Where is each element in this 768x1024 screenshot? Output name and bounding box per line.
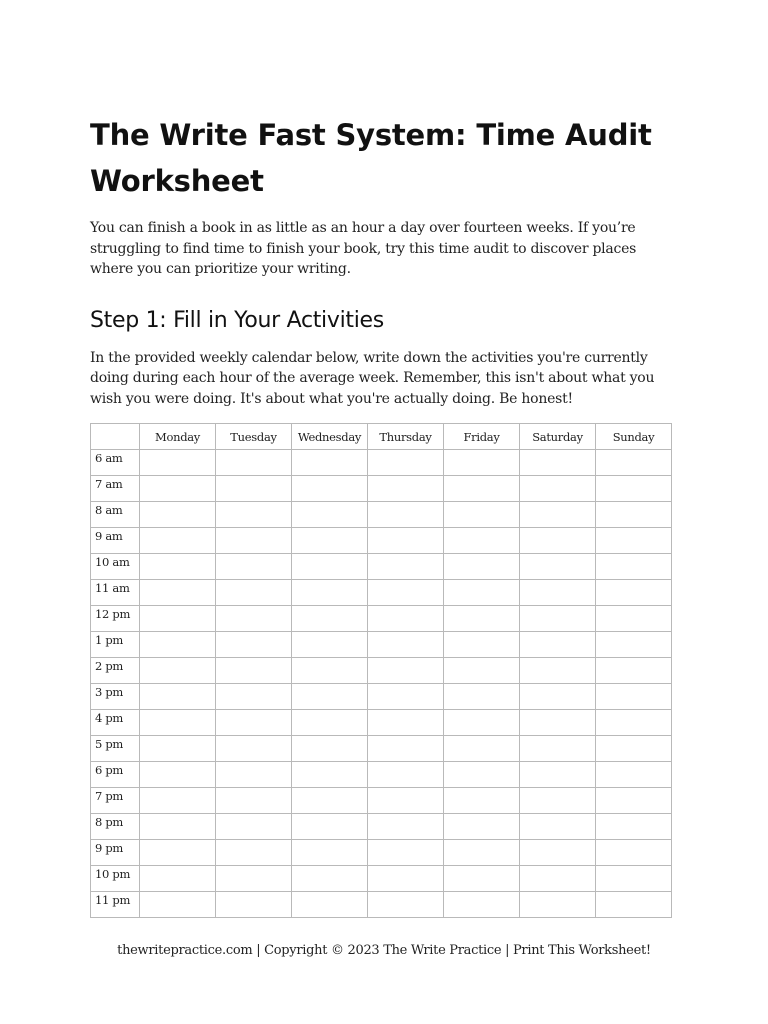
calendar-cell-sunday[interactable] [596, 892, 672, 918]
calendar-corner-cell [91, 424, 140, 450]
calendar-cell-saturday[interactable] [520, 788, 596, 814]
calendar-cell-thursday[interactable] [368, 892, 444, 918]
calendar-cell-thursday[interactable] [368, 840, 444, 866]
time-label: 6 am [91, 450, 140, 476]
calendar-cell-saturday[interactable] [520, 450, 596, 476]
calendar-cell-friday[interactable] [444, 502, 520, 528]
calendar-cell-monday[interactable] [140, 528, 216, 554]
calendar-cell-thursday[interactable] [368, 450, 444, 476]
calendar-cell-monday[interactable] [140, 476, 216, 502]
calendar-cell-tuesday[interactable] [216, 710, 292, 736]
intro-paragraph: You can finish a book in as little as an hour a day over fourteen weeks. If you’re struggling to find time to finish your book, try this time audit to discover places where you can prioritize your writing. [90, 220, 637, 277]
calendar-cell-wednesday[interactable] [292, 840, 368, 866]
calendar-cell-thursday[interactable] [368, 762, 444, 788]
calendar-row [91, 684, 672, 710]
time-label: 8 pm [91, 814, 140, 840]
calendar-cell-sunday[interactable] [596, 788, 672, 814]
calendar-cell-saturday[interactable] [520, 554, 596, 580]
calendar-cell-monday[interactable] [140, 866, 216, 892]
calendar-cell-saturday[interactable] [520, 632, 596, 658]
calendar-cell-sunday[interactable] [596, 450, 672, 476]
calendar-cell-monday[interactable] [140, 814, 216, 840]
calendar-row [91, 892, 672, 918]
calendar-cell-wednesday[interactable] [292, 528, 368, 554]
calendar-cell-tuesday[interactable] [216, 554, 292, 580]
calendar-row [91, 866, 672, 892]
calendar-cell-sunday[interactable] [596, 606, 672, 632]
calendar-cell-wednesday[interactable] [292, 502, 368, 528]
calendar-cell-tuesday[interactable] [216, 528, 292, 554]
calendar-row [91, 736, 672, 762]
calendar-cell-tuesday[interactable] [216, 450, 292, 476]
calendar-cell-tuesday[interactable] [216, 892, 292, 918]
calendar-cell-friday[interactable] [444, 528, 520, 554]
calendar-cell-tuesday[interactable] [216, 840, 292, 866]
calendar-cell-friday[interactable] [444, 658, 520, 684]
calendar-cell-saturday[interactable] [520, 580, 596, 606]
calendar-cell-thursday[interactable] [368, 528, 444, 554]
calendar-cell-wednesday[interactable] [292, 684, 368, 710]
calendar-cell-sunday[interactable] [596, 476, 672, 502]
calendar-cell-thursday[interactable] [368, 476, 444, 502]
calendar-cell-sunday[interactable] [596, 866, 672, 892]
calendar-row [91, 554, 672, 580]
calendar-cell-thursday[interactable] [368, 814, 444, 840]
calendar-cell-wednesday[interactable] [292, 476, 368, 502]
footer-credit: thewritepractice.com | Copyright © 2023 The Write Practice | Print This Worksheet! [117, 943, 651, 958]
calendar-header-row [91, 424, 672, 450]
calendar-cell-friday[interactable] [444, 892, 520, 918]
calendar-cell-thursday[interactable] [368, 502, 444, 528]
calendar-cell-friday[interactable] [444, 762, 520, 788]
step1-instructions: In the provided weekly calendar below, write down the activities you're currently doing during each hour of the average week. Remember, this isn't about what you wish you were doing. It's about what you're actually doing. Be honest! [90, 349, 655, 407]
calendar-cell-sunday[interactable] [596, 632, 672, 658]
calendar-body [91, 450, 672, 918]
calendar-cell-thursday[interactable] [368, 580, 444, 606]
calendar-cell-thursday[interactable] [368, 554, 444, 580]
calendar-cell-tuesday[interactable] [216, 632, 292, 658]
day-header-friday: Friday [444, 424, 520, 450]
calendar-cell-friday[interactable] [444, 788, 520, 814]
day-header-sunday: Sunday [596, 424, 672, 450]
calendar-cell-monday[interactable] [140, 892, 216, 918]
calendar-row [91, 450, 672, 476]
calendar-cell-wednesday[interactable] [292, 736, 368, 762]
calendar-cell-monday[interactable] [140, 580, 216, 606]
weekly-calendar-table [90, 423, 672, 918]
calendar-cell-sunday[interactable] [596, 528, 672, 554]
calendar-cell-monday[interactable] [140, 502, 216, 528]
calendar-cell-wednesday[interactable] [292, 814, 368, 840]
calendar-cell-friday[interactable] [444, 632, 520, 658]
calendar-cell-sunday[interactable] [596, 840, 672, 866]
time-label: 5 pm [91, 736, 140, 762]
time-label: 10 am [91, 554, 140, 580]
calendar-cell-tuesday[interactable] [216, 580, 292, 606]
calendar-cell-sunday[interactable] [596, 658, 672, 684]
time-label: 7 pm [91, 788, 140, 814]
calendar-cell-saturday[interactable] [520, 736, 596, 762]
time-label: 12 pm [91, 606, 140, 632]
calendar-cell-thursday[interactable] [368, 606, 444, 632]
calendar-cell-tuesday[interactable] [216, 736, 292, 762]
calendar-cell-monday[interactable] [140, 840, 216, 866]
calendar-cell-saturday[interactable] [520, 840, 596, 866]
calendar-cell-monday[interactable] [140, 658, 216, 684]
calendar-row [91, 632, 672, 658]
calendar-cell-wednesday[interactable] [292, 762, 368, 788]
time-label: 4 pm [91, 710, 140, 736]
calendar-cell-friday[interactable] [444, 554, 520, 580]
day-header-monday: Monday [140, 424, 216, 450]
calendar-cell-saturday[interactable] [520, 710, 596, 736]
calendar-cell-wednesday[interactable] [292, 606, 368, 632]
calendar-cell-thursday[interactable] [368, 684, 444, 710]
day-header-thursday: Thursday [368, 424, 444, 450]
calendar-row [91, 476, 672, 502]
time-label: 9 am [91, 528, 140, 554]
calendar-cell-tuesday[interactable] [216, 658, 292, 684]
calendar-cell-saturday[interactable] [520, 762, 596, 788]
calendar-cell-friday[interactable] [444, 736, 520, 762]
calendar-cell-friday[interactable] [444, 606, 520, 632]
worksheet-page [90, 112, 680, 918]
calendar-cell-monday[interactable] [140, 450, 216, 476]
step1-heading: Step 1: Fill in Your Activities [90, 307, 384, 333]
time-label: 2 pm [91, 658, 140, 684]
calendar-row [91, 840, 672, 866]
calendar-cell-thursday[interactable] [368, 866, 444, 892]
calendar-cell-sunday[interactable] [596, 580, 672, 606]
calendar-row [91, 762, 672, 788]
calendar-cell-tuesday[interactable] [216, 684, 292, 710]
calendar-cell-saturday[interactable] [520, 814, 596, 840]
calendar-row [91, 710, 672, 736]
calendar-row [91, 502, 672, 528]
calendar-cell-thursday[interactable] [368, 632, 444, 658]
time-label: 11 am [91, 580, 140, 606]
calendar-cell-friday[interactable] [444, 840, 520, 866]
calendar-row [91, 606, 672, 632]
calendar-cell-saturday[interactable] [520, 892, 596, 918]
calendar-cell-monday[interactable] [140, 632, 216, 658]
calendar-cell-tuesday[interactable] [216, 814, 292, 840]
calendar-row [91, 788, 672, 814]
time-label: 11 pm [91, 892, 140, 918]
calendar-row [91, 814, 672, 840]
page-title: The Write Fast System: Time Audit Worksheet [90, 118, 652, 198]
time-label: 6 pm [91, 762, 140, 788]
time-label: 7 am [91, 476, 140, 502]
calendar-cell-friday[interactable] [444, 866, 520, 892]
calendar-cell-monday[interactable] [140, 788, 216, 814]
calendar-cell-wednesday[interactable] [292, 632, 368, 658]
calendar-row [91, 658, 672, 684]
calendar-cell-sunday[interactable] [596, 736, 672, 762]
calendar-cell-friday[interactable] [444, 580, 520, 606]
calendar-cell-friday[interactable] [444, 684, 520, 710]
calendar-cell-monday[interactable] [140, 736, 216, 762]
calendar-cell-saturday[interactable] [520, 606, 596, 632]
time-label: 10 pm [91, 866, 140, 892]
calendar-cell-wednesday[interactable] [292, 892, 368, 918]
time-label: 9 pm [91, 840, 140, 866]
calendar-cell-saturday[interactable] [520, 658, 596, 684]
calendar-cell-saturday[interactable] [520, 476, 596, 502]
calendar-cell-thursday[interactable] [368, 788, 444, 814]
calendar-cell-wednesday[interactable] [292, 866, 368, 892]
calendar-cell-thursday[interactable] [368, 658, 444, 684]
calendar-cell-friday[interactable] [444, 476, 520, 502]
calendar-cell-saturday[interactable] [520, 528, 596, 554]
time-label: 3 pm [91, 684, 140, 710]
calendar-cell-friday[interactable] [444, 814, 520, 840]
time-label: 8 am [91, 502, 140, 528]
calendar-cell-wednesday[interactable] [292, 554, 368, 580]
calendar-cell-wednesday[interactable] [292, 710, 368, 736]
calendar-cell-sunday[interactable] [596, 762, 672, 788]
calendar-row [91, 580, 672, 606]
calendar-cell-thursday[interactable] [368, 710, 444, 736]
calendar-cell-sunday[interactable] [596, 502, 672, 528]
day-header-wednesday: Wednesday [292, 424, 368, 450]
calendar-cell-monday[interactable] [140, 606, 216, 632]
day-header-tuesday: Tuesday [216, 424, 292, 450]
time-label: 1 pm [91, 632, 140, 658]
calendar-cell-wednesday[interactable] [292, 580, 368, 606]
calendar-cell-wednesday[interactable] [292, 450, 368, 476]
calendar-cell-friday[interactable] [444, 710, 520, 736]
calendar-cell-tuesday[interactable] [216, 476, 292, 502]
calendar-row [91, 528, 672, 554]
calendar-cell-saturday[interactable] [520, 502, 596, 528]
calendar-cell-sunday[interactable] [596, 814, 672, 840]
calendar-cell-monday[interactable] [140, 762, 216, 788]
calendar-cell-saturday[interactable] [520, 684, 596, 710]
calendar-cell-tuesday[interactable] [216, 762, 292, 788]
calendar-cell-tuesday[interactable] [216, 606, 292, 632]
calendar-cell-wednesday[interactable] [292, 788, 368, 814]
calendar-cell-saturday[interactable] [520, 866, 596, 892]
calendar-cell-monday[interactable] [140, 554, 216, 580]
day-header-saturday: Saturday [520, 424, 596, 450]
calendar-cell-tuesday[interactable] [216, 502, 292, 528]
calendar-cell-sunday[interactable] [596, 710, 672, 736]
calendar-cell-monday[interactable] [140, 684, 216, 710]
calendar-cell-sunday[interactable] [596, 684, 672, 710]
calendar-cell-tuesday[interactable] [216, 788, 292, 814]
calendar-cell-thursday[interactable] [368, 736, 444, 762]
calendar-cell-friday[interactable] [444, 450, 520, 476]
calendar-cell-monday[interactable] [140, 710, 216, 736]
calendar-cell-wednesday[interactable] [292, 658, 368, 684]
calendar-cell-tuesday[interactable] [216, 866, 292, 892]
calendar-cell-sunday[interactable] [596, 554, 672, 580]
